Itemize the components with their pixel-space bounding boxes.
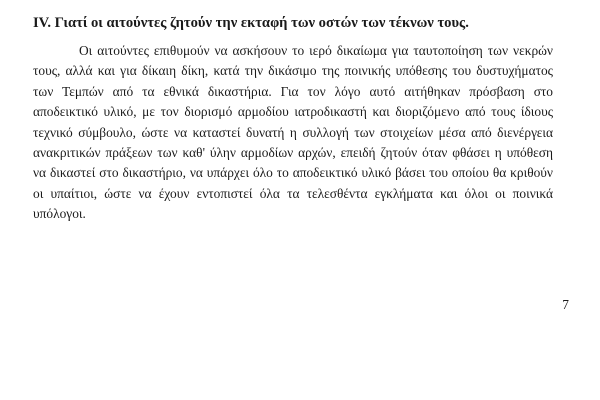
paragraph-line: υπόλογοι. xyxy=(33,206,86,222)
body-paragraph xyxy=(33,41,553,225)
paragraph-line: Οι αιτούντες επιθυμούν να ασκήσουν το ιερό δικαίωμα για ταυτοποίηση των νεκρών xyxy=(79,43,553,58)
paragraph-line: των Τεμπών από τα εθνικά δικαστήρια. Για τον λόγο αυτό αιτήθηκαν πρόσβαση στο xyxy=(33,83,553,99)
paragraph-line: ανακριτικών πράξεων των καθ' ύλην αρμοδίων αρχών, επειδή ζητούν όταν φθάσει η υπόθεση xyxy=(33,144,553,160)
paragraph-line: τεχνικό σύμβουλο, ώστε να καταστεί δυνατή η συλλογή των στοιχείων μέσα από διενέργεια xyxy=(33,124,553,140)
paragraph-line: να δικαστεί στο δικαστήριο, να υπάρχει όλο το αποδεικτικό υλικό βάσει του οποίου θα κριθούν xyxy=(33,165,553,181)
paragraph-line: τους, αλλά και για δίκαιη δίκη, κατά την δικάσιμο της ποινικής υπόθεσης του δυστυχήματος xyxy=(33,63,553,79)
paragraph-line: αποδεικτικό υλικό, με τον διορισμό αρμοδίου ιατροδικαστή και διοριζόμενο από τους ίδιους xyxy=(33,104,553,120)
paragraph-line: οι υπαίτιοι, ώστε να έχουν εντοπιστεί όλα τα τελεσθέντα εγκλήματα και όλοι οι ποινικά xyxy=(33,185,553,201)
page-number: 7 xyxy=(562,297,569,312)
section-heading: IV. Γιατί οι αιτούντες ζητούν την εκταφή των οστών των τέκνων τους. xyxy=(33,15,469,31)
